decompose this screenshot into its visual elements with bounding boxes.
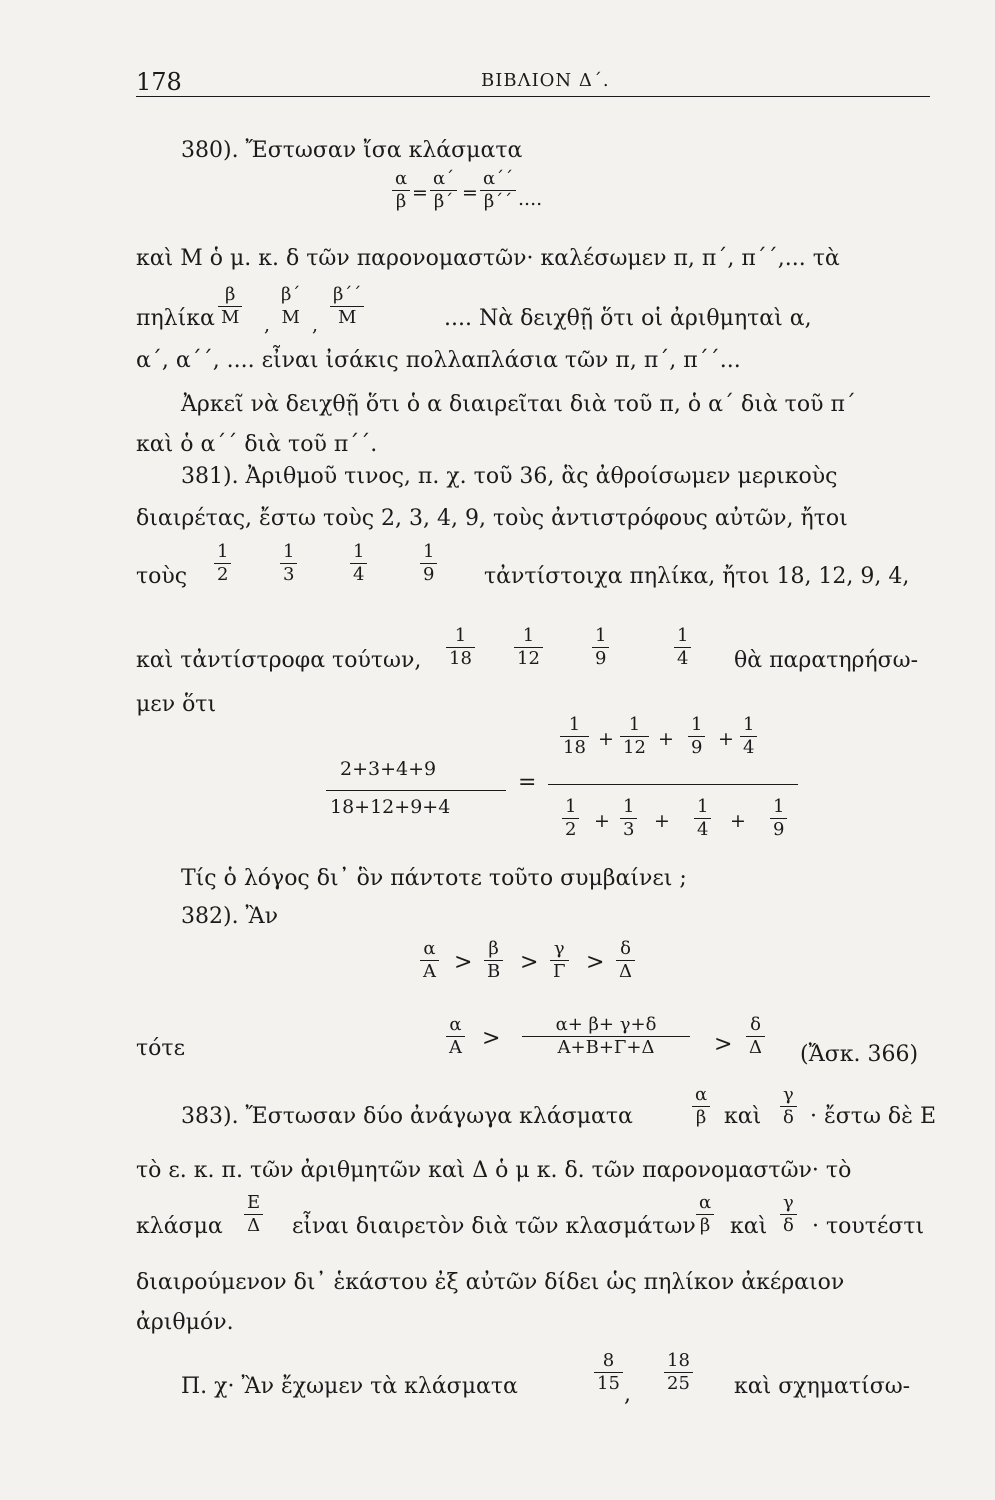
p381-line4-start: καὶ τἀντίστροφα τούτων, <box>136 648 422 673</box>
p381-line2: διαιρέτας, ἔστω τοὺς 2, 3, 4, 9, τοὺς ἀντιστρόφους αὐτῶν, ἤτοι <box>136 506 848 531</box>
greater-than: > <box>520 950 539 975</box>
p381-line3-end: τἀντίστοιχα πηλίκα, ἤτοι 18, 12, 9, 4, <box>484 564 910 589</box>
fraction: α Α <box>420 940 439 981</box>
ellipsis: .... <box>518 188 543 210</box>
plus-sign: + <box>594 810 610 832</box>
fraction: β Μ <box>218 286 242 327</box>
fraction: β Β <box>484 940 503 981</box>
plus-sign: + <box>730 810 746 832</box>
equals-sign: = <box>462 182 478 204</box>
p380-line5: καὶ ὁ α΄΄ διὰ τοῦ π΄΄. <box>136 432 378 457</box>
p380-line3: α΄, α΄΄, .... εἶναι ἰσάκις πολλαπλάσια τῶν π, π΄, π΄΄... <box>136 348 741 373</box>
p380-line1: καὶ Μ ὁ μ. κ. δ τῶν παρονομαστῶν· καλέσωμεν π, π΄, π΄΄,... τὰ <box>136 246 840 271</box>
p383-line1-start: 383). Ἔστωσαν δύο ἀνάγωγα κλάσματα <box>181 1104 633 1129</box>
p383-line2: τὸ ε. κ. π. τῶν ἀριθμητῶν καὶ Δ ὁ μ κ. δ. τῶν παρονομαστῶν· τὸ <box>136 1158 852 1183</box>
fraction: 8 15 <box>594 1352 623 1393</box>
fraction: 1 12 <box>514 627 543 668</box>
fraction: 1 18 <box>446 627 475 668</box>
greater-than: > <box>586 950 605 975</box>
fraction: 18 25 <box>664 1352 693 1393</box>
fraction: 1 3 <box>280 543 297 584</box>
fraction: α β <box>392 170 410 211</box>
fraction: γ δ <box>780 1194 797 1235</box>
fraction: γ δ <box>780 1086 797 1127</box>
p380-line2-rest: .... Νὰ δειχθῇ ὅτι οἱ ἀριθμηταὶ α, <box>444 306 812 331</box>
fraction: 1 9 <box>420 543 437 584</box>
fraction: 1 4 <box>674 627 691 668</box>
fraction: 1 12 <box>620 716 649 757</box>
fraction: 1 9 <box>592 627 609 668</box>
equals-sign: = <box>518 770 537 795</box>
p382-reference: (Ἄσκ. 366) <box>800 1042 919 1067</box>
p381-question: Τίς ὁ λόγος δι᾿ ὃν πάντοτε τοῦτο συμβαίνει ; <box>181 866 687 891</box>
p383-line1-mid: καὶ <box>724 1104 762 1129</box>
plus-sign: + <box>658 728 674 750</box>
fraction: δ Δ <box>746 1016 765 1057</box>
fraction: 1 9 <box>688 716 705 757</box>
p383-line3-mid2: καὶ <box>730 1214 768 1239</box>
p383-line5: ἀριθμόν. <box>136 1310 234 1335</box>
plus-sign: + <box>718 728 734 750</box>
fraction-bar <box>548 784 798 785</box>
fraction: 1 3 <box>620 798 637 839</box>
fraction: β΄΄ Μ <box>330 286 364 327</box>
fraction: α β <box>696 1194 714 1235</box>
page-number: 178 <box>136 68 182 96</box>
p380-line2-start: πηλίκα <box>136 306 215 331</box>
p383-line3-end: · τουτέστι <box>812 1214 925 1239</box>
fraction: 1 4 <box>694 798 711 839</box>
fraction: α+ β+ γ+δ Α+Β+Γ+Δ <box>522 1016 690 1057</box>
sum-denominator: 18+12+9+4 <box>330 796 451 818</box>
sum-numerator: 2+3+4+9 <box>340 758 437 780</box>
fraction: 1 9 <box>770 798 787 839</box>
p383-line1-end: · ἔστω δὲ Ε <box>810 1104 937 1129</box>
fraction: α΄΄ β΄΄ <box>480 170 516 211</box>
equals-sign: = <box>412 182 428 204</box>
p382-tote: τότε <box>136 1036 185 1061</box>
fraction: δ Δ <box>616 940 635 981</box>
p383-line3-mid: εἶναι διαιρετὸν διὰ τῶν κλασμάτων <box>292 1214 696 1239</box>
greater-than: > <box>482 1026 501 1051</box>
plus-sign: + <box>654 810 670 832</box>
running-title: ΒΙΒΛΙΟΝ Δ΄. <box>481 70 610 91</box>
fraction: 1 18 <box>560 716 589 757</box>
fraction: α β <box>692 1086 710 1127</box>
fraction: Ε Δ <box>244 1194 263 1235</box>
p381-line5: μεν ὅτι <box>136 692 217 717</box>
p382-intro: 382). Ἂν <box>181 904 279 929</box>
p381-line1: 381). Ἀριθμοῦ τινος, π. χ. τοῦ 36, ἃς ἀθροίσωμεν μερικοὺς <box>181 464 838 489</box>
p383-line4: διαιρούμενον δι᾿ ἑκάστου ἐξ αὐτῶν δίδει ὡς πηλίκον ἀκέραιον <box>136 1270 845 1295</box>
comma: , <box>264 314 271 336</box>
fraction: 1 4 <box>350 543 367 584</box>
p380-intro: 380). Ἔστωσαν ἴσα κλάσματα <box>181 138 523 163</box>
p380-line4: Ἀρκεῖ νὰ δειχθῇ ὅτι ὁ α διαιρεῖται διὰ τοῦ π, ὁ α΄ διὰ τοῦ π΄ <box>181 392 856 417</box>
greater-than: > <box>454 950 473 975</box>
comma: , <box>624 1382 631 1407</box>
comma: , <box>312 314 319 336</box>
p381-line3-start: τοὺς <box>136 564 188 589</box>
p383-line3-start: κλάσμα <box>136 1214 223 1239</box>
header-rule <box>136 96 930 97</box>
fraction: 1 4 <box>740 716 757 757</box>
fraction: α Α <box>446 1016 465 1057</box>
plus-sign: + <box>598 728 614 750</box>
p383-example-start: Π. χ· Ἂν ἔχωμεν τὰ κλάσματα <box>181 1374 518 1399</box>
fraction: γ Γ <box>550 940 569 981</box>
p383-example-end: καὶ σχηματίσω- <box>734 1374 911 1399</box>
fraction: 1 2 <box>214 543 231 584</box>
fraction-bar <box>326 790 506 791</box>
greater-than: > <box>714 1032 733 1057</box>
fraction: 1 2 <box>562 798 579 839</box>
p381-line4-end: θὰ παρατηρήσω- <box>734 648 919 673</box>
fraction: β΄ Μ <box>281 284 301 328</box>
fraction: α΄ β΄ <box>430 170 457 211</box>
